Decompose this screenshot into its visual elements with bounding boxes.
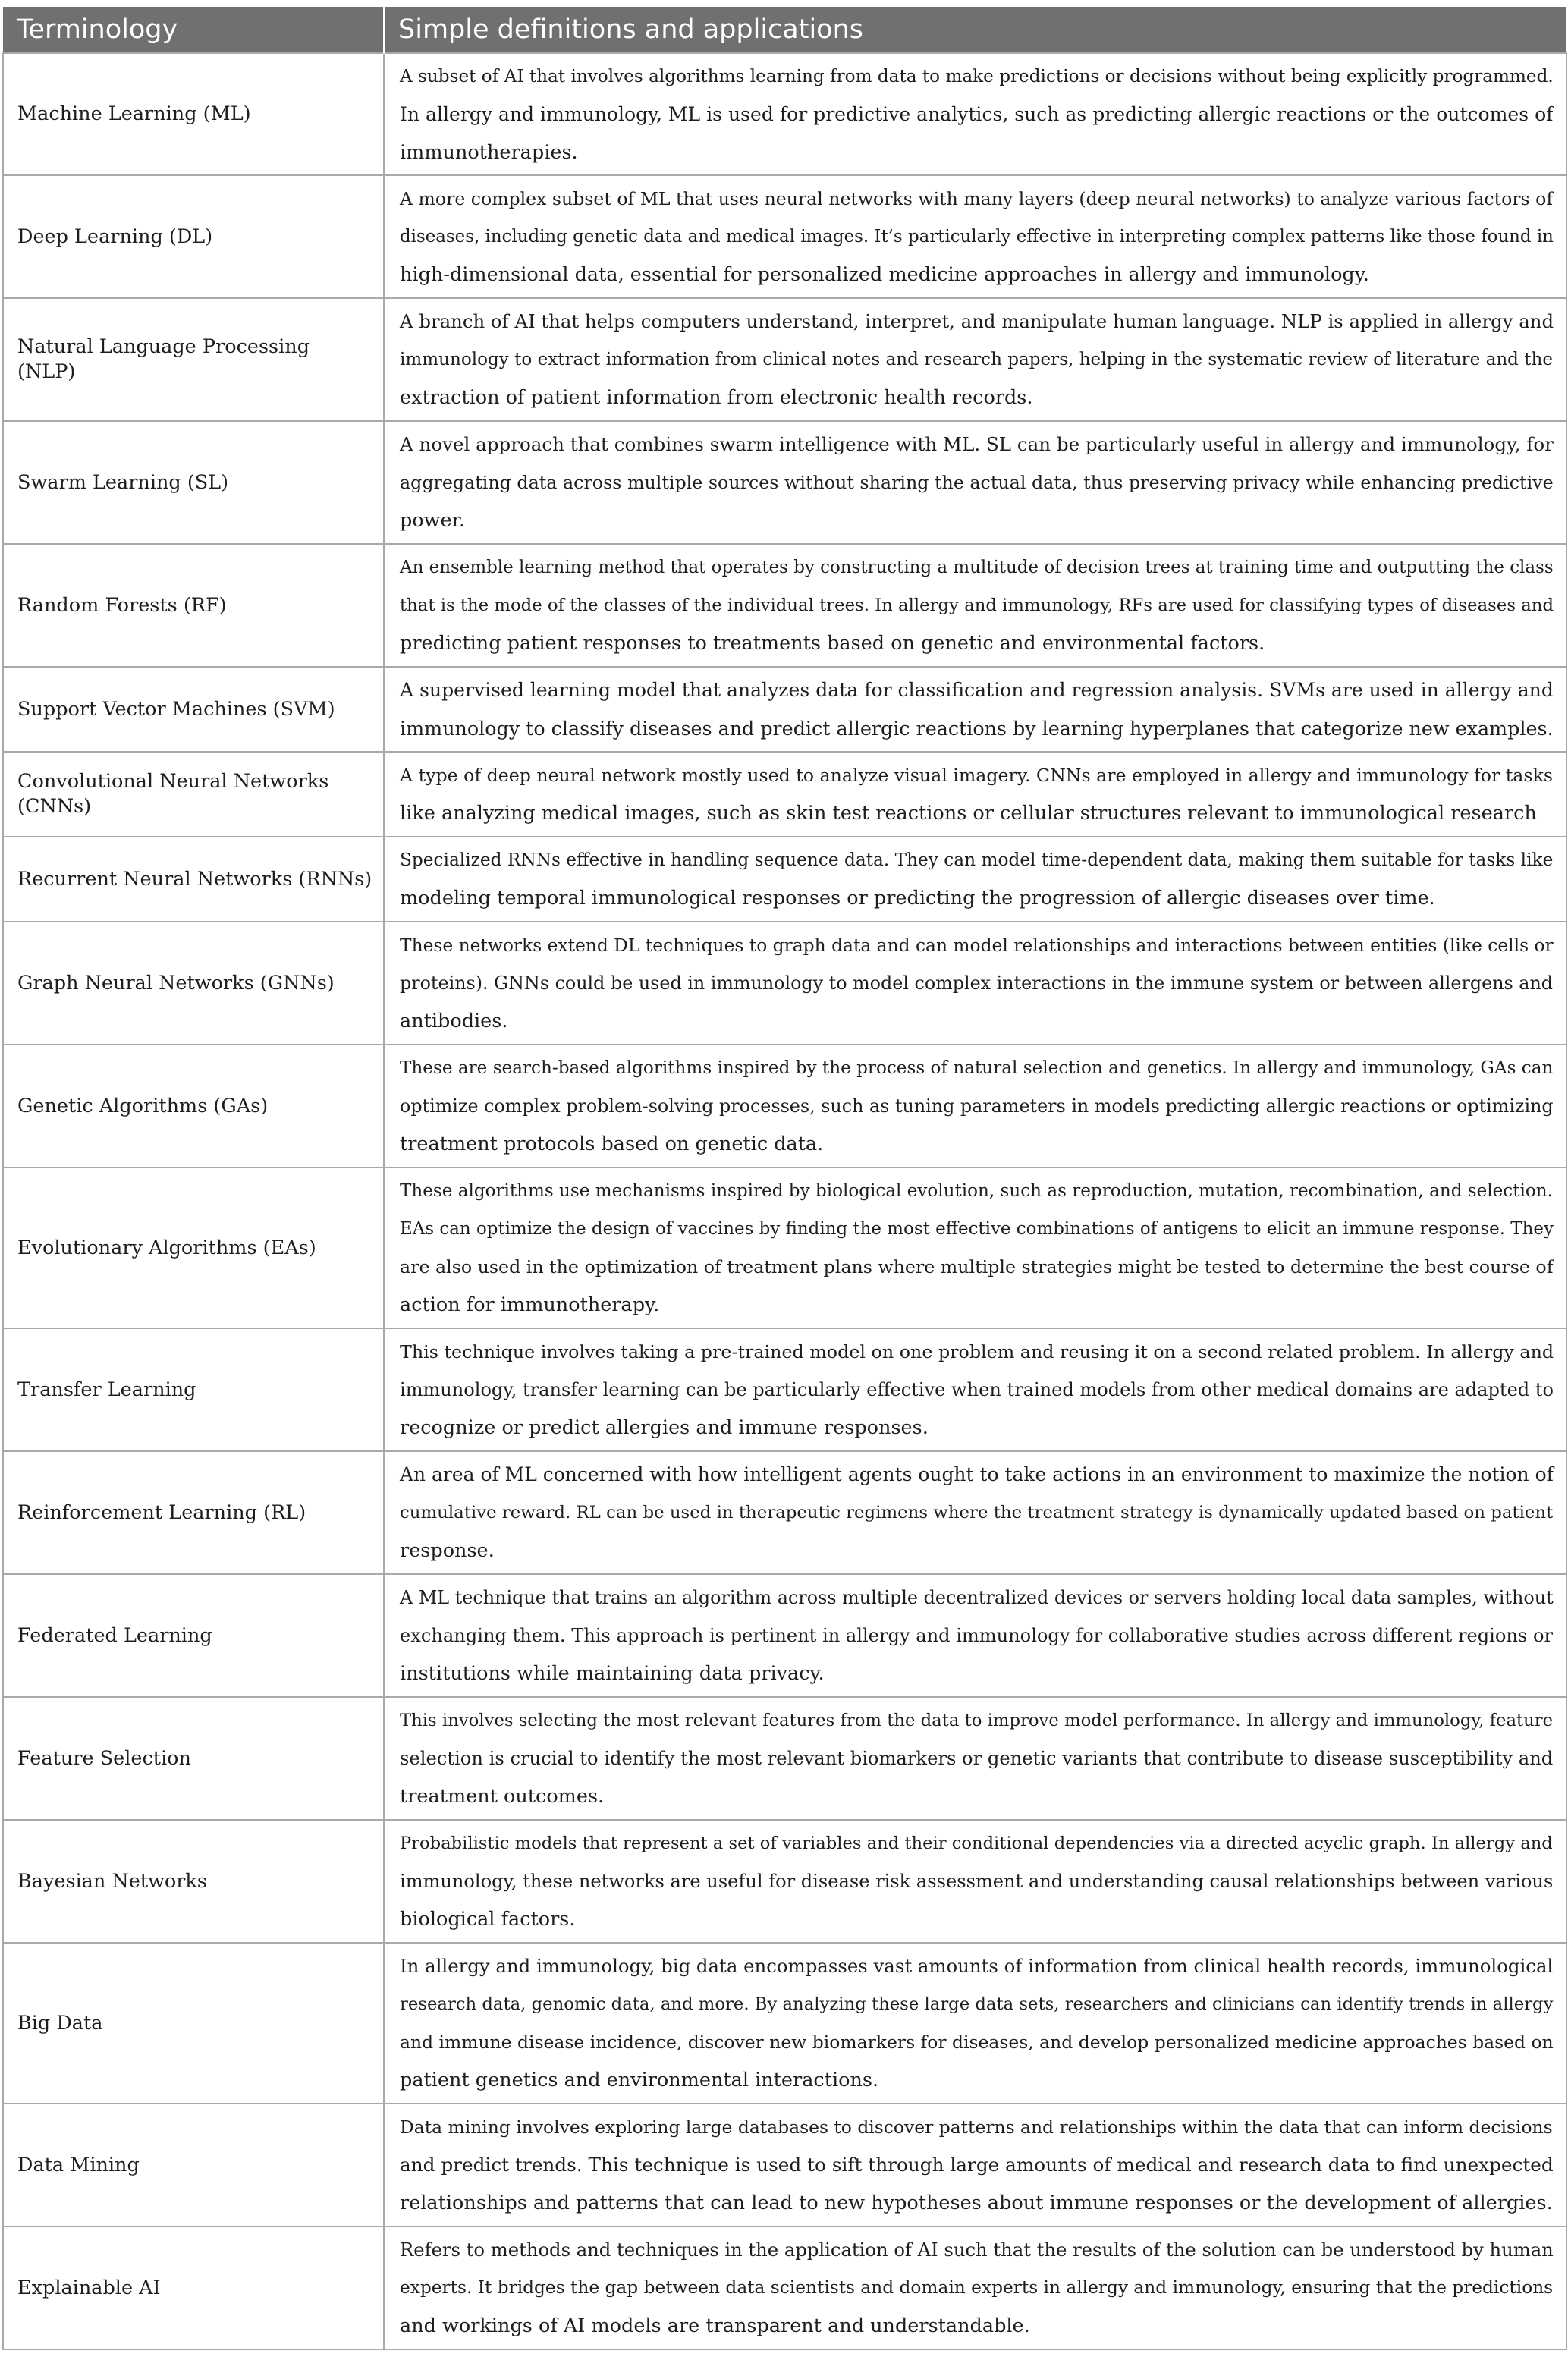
definition-cell	[384, 752, 1566, 837]
definition-line: biological factors.	[400, 1908, 576, 1931]
term-text: Evolutionary Algorithms (EAs)	[17, 1236, 316, 1259]
definition-cell	[384, 1820, 1566, 1943]
definition-cell	[384, 175, 1566, 298]
definition-line: response.	[400, 1539, 495, 1562]
table-row	[3, 752, 1566, 837]
definition-line: A supervised learning model that analyzes data for classification and regression analysis. SVMs are used in allergy and	[400, 679, 1554, 701]
definition-line: relationships and patterns that can lead to new hypotheses about immune responses or the development of allergies.	[400, 2192, 1553, 2214]
definition-cell	[384, 1451, 1566, 1574]
term-text: Random Forests (RF)	[17, 593, 227, 617]
term-cell	[3, 53, 384, 175]
term-cell	[3, 752, 384, 837]
header-terminology: Terminology	[3, 7, 384, 53]
term-cell	[3, 544, 384, 667]
table-row	[3, 1820, 1566, 1943]
term-cell	[3, 1574, 384, 1697]
term-text: Graph Neural Networks (GNNs)	[17, 971, 335, 995]
definition-line: and predict trends. This technique is used to sift through large amounts of medical and research data to find unexpected	[400, 2154, 1554, 2176]
definition-line: Data mining involves exploring large databases to discover patterns and relationships within the data that can inform decisions	[400, 2116, 1553, 2138]
definition-line: research data, genomic data, and more. By analyzing these large data sets, researchers and clinicians can identify trends in allergy	[400, 1994, 1554, 2014]
term-text: Support Vector Machines (SVM)	[17, 697, 335, 721]
term-text: Swarm Learning (SL)	[17, 470, 229, 494]
term-cell	[3, 1697, 384, 1820]
term-cell	[3, 175, 384, 298]
term-text: Data Mining	[17, 2153, 140, 2176]
definition-cell	[384, 1574, 1566, 1697]
definition-line: aggregating data across multiple sources without sharing the actual data, thus preserving privacy while enhancing predictive	[400, 472, 1554, 493]
table-header	[3, 7, 1566, 53]
table-row	[3, 1451, 1566, 1574]
definition-cell	[384, 2104, 1566, 2226]
table-row	[3, 1045, 1566, 1167]
definition-line: exchanging them. This approach is pertinent in allergy and immunology for collaborative studies across different regions or	[400, 1625, 1554, 1646]
term-cell	[3, 837, 384, 922]
term-text: Natural Language Processing (NLP)	[17, 335, 310, 383]
definition-line: predicting patient responses to treatments based on genetic and environmental factors.	[400, 632, 1265, 655]
definition-line: A more complex subset of ML that uses neural networks with many layers (deep neural networks) to analyze various factors of	[400, 188, 1554, 209]
definition-line: selection is crucial to identify the most relevant biomarkers or genetic variants that contribute to disease susceptibility and	[400, 1748, 1554, 1769]
table-row	[3, 53, 1566, 175]
definition-line: These are search-based algorithms inspired by the process of natural selection and genetics. In allergy and immunology, GAs can	[400, 1058, 1554, 1078]
definition-line: high-dimensional data, essential for personalized medicine approaches in allergy and immunology.	[400, 263, 1369, 286]
term-text: Bayesian Networks	[17, 1869, 207, 1893]
table-row	[3, 1167, 1566, 1328]
definition-line: These algorithms use mechanisms inspired by biological evolution, such as reproduction, mutation, recombination, and selection.	[400, 1181, 1553, 1201]
definition-line: immunology, these networks are useful for disease risk assessment and understanding causal relationships between various	[400, 1871, 1554, 1892]
terminology-table	[2, 7, 1567, 2350]
table-row	[3, 1943, 1566, 2104]
definition-line: Probabilistic models that represent a set of variables and their conditional dependencies via a directed acyclic graph. In allergy and	[400, 1834, 1553, 1853]
term-text: Explainable AI	[17, 2276, 161, 2299]
term-cell	[3, 667, 384, 752]
definition-line: treatment protocols based on genetic data.	[400, 1133, 824, 1155]
definition-line: In allergy and immunology, big data encompasses vast amounts of information from clinical health records, immunological	[400, 1955, 1554, 1977]
definition-line: patient genetics and environmental interactions.	[400, 2069, 879, 2091]
definition-line: recognize or predict allergies and immune responses.	[400, 1416, 929, 1439]
table-row	[3, 544, 1566, 667]
definition-line: A branch of AI that helps computers understand, interpret, and manipulate human language. NLP is applied in allergy and	[400, 310, 1554, 332]
definition-line: diseases, including genetic data and medical images. It’s particularly effective in interpreting complex patterns like those found in	[400, 227, 1554, 247]
definition-cell	[384, 837, 1566, 922]
definition-line: This involves selecting the most relevant features from the data to improve model performance. In allergy and immunology, feature	[400, 1711, 1554, 1730]
definition-line: and immune disease incidence, discover new biomarkers for diseases, and develop personalized medicine approaches based on	[400, 2032, 1554, 2053]
term-cell	[3, 421, 384, 544]
definition-line: action for immunotherapy.	[400, 1293, 660, 1316]
definition-line: proteins). GNNs could be used in immunology to model complex interactions in the immune system or between allergens and	[400, 973, 1554, 994]
term-text: Reinforcement Learning (RL)	[17, 1501, 306, 1524]
term-cell	[3, 922, 384, 1045]
definition-line: treatment outcomes.	[400, 1785, 605, 1808]
table-row	[3, 175, 1566, 298]
definition-line: power.	[400, 509, 466, 532]
definition-line: optimize complex problem-solving processes, such as tuning parameters in models predicting allergic reactions or optimizing	[400, 1095, 1554, 1117]
definition-cell	[384, 1328, 1566, 1451]
definition-cell	[384, 667, 1566, 752]
definition-line: modeling temporal immunological responses or predicting the progression of allergic diseases over time.	[400, 887, 1435, 910]
definition-line: immunotherapies.	[400, 140, 578, 164]
definition-line: immunology to extract information from clinical notes and research papers, helping in the systematic review of literature and the	[400, 350, 1554, 369]
term-text: Machine Learning (ML)	[17, 102, 251, 125]
definition-line: A subset of AI that involves algorithms learning from data to make predictions or decisions without being explicitly programmed.	[400, 66, 1554, 86]
definition-line: immunology, transfer learning can be particularly effective when trained models from other medical domains are adapted to	[400, 1379, 1554, 1400]
term-cell	[3, 1045, 384, 1167]
table-row	[3, 922, 1566, 1045]
definition-line: immunology to classify diseases and predict allergic reactions by learning hyperplanes that categorize new examples.	[400, 717, 1554, 740]
table-row	[3, 2104, 1566, 2226]
term-cell	[3, 1943, 384, 2104]
table-row	[3, 298, 1566, 421]
definition-cell	[384, 1045, 1566, 1167]
term-cell	[3, 2226, 384, 2349]
table-row	[3, 421, 1566, 544]
term-text: Federated Learning	[17, 1623, 212, 1647]
term-cell	[3, 1820, 384, 1943]
table-row	[3, 1328, 1566, 1451]
header-row	[3, 7, 1566, 53]
definition-cell	[384, 298, 1566, 421]
table-row	[3, 837, 1566, 922]
definition-line: and workings of AI models are transparent and understandable.	[400, 2314, 1030, 2337]
term-text: Transfer Learning	[17, 1378, 196, 1401]
definition-cell	[384, 53, 1566, 175]
definition-line: These networks extend DL techniques to graph data and can model relationships and interactions between entities (like cells or	[400, 935, 1554, 956]
definition-line: Specialized RNNs effective in handling sequence data. They can model time-dependent data, making them suitable for tasks like	[400, 850, 1554, 870]
definition-line: that is the mode of the classes of the individual trees. In allergy and immunology, RFs are used for classifying types of diseases and	[400, 595, 1554, 615]
definition-line: A ML technique that trains an algorithm across multiple decentralized devices or servers holding local data samples, without	[400, 1587, 1554, 1608]
definition-cell	[384, 2226, 1566, 2349]
definition-line: A novel approach that combines swarm intelligence with ML. SL can be particularly useful in allergy and immunology, for	[400, 433, 1554, 455]
definition-line: A type of deep neural network mostly used to analyze visual imagery. CNNs are employed in allergy and immunology for tasks	[400, 765, 1553, 786]
definition-line: EAs can optimize the design of vaccines by finding the most effective combinations of antigens to elicit an immune response. They	[400, 1219, 1554, 1239]
table-row	[3, 667, 1566, 752]
definition-line: An ensemble learning method that operates by constructing a multitude of decision trees at training time and outputting the class	[400, 558, 1554, 577]
definition-cell	[384, 1943, 1566, 2104]
term-cell	[3, 2104, 384, 2226]
header-definitions: Simple definitions and applications	[384, 7, 1566, 53]
term-cell	[3, 1328, 384, 1451]
term-text: Deep Learning (DL)	[17, 225, 213, 248]
definition-line: An area of ML concerned with how intelligent agents ought to take actions in an environment to maximize the notion of	[400, 1463, 1554, 1485]
table-row	[3, 1574, 1566, 1697]
term-text: Genetic Algorithms (GAs)	[17, 1094, 269, 1117]
definition-cell	[384, 922, 1566, 1045]
table-body	[3, 53, 1566, 2349]
definition-cell	[384, 544, 1566, 667]
definition-line: Refers to methods and techniques in the application of AI such that the results of the solution can be understood by human	[400, 2239, 1554, 2261]
definition-cell	[384, 421, 1566, 544]
term-text: Feature Selection	[17, 1746, 191, 1770]
term-cell	[3, 1451, 384, 1574]
definition-cell	[384, 1697, 1566, 1820]
term-text: Convolutional Neural Networks	[17, 770, 329, 793]
term-cell	[3, 1167, 384, 1328]
definition-line: extraction of patient information from electronic health records.	[400, 386, 1033, 409]
term-text: (CNNs)	[17, 795, 92, 818]
definition-line: institutions while maintaining data privacy.	[400, 1662, 825, 1685]
definition-line: antibodies.	[400, 1010, 508, 1032]
definition-line: like analyzing medical images, such as skin test reactions or cellular structures relevant to immunological research	[400, 802, 1537, 825]
term-text: Big Data	[17, 2011, 103, 2035]
definition-cell	[384, 1167, 1566, 1328]
definition-line: In allergy and immunology, ML is used for predictive analytics, such as predicting allergic reactions or the outcomes of	[400, 102, 1554, 125]
definition-line: cumulative reward. RL can be used in therapeutic regimens where the treatment strategy is dynamically updated based on patient	[400, 1503, 1554, 1523]
definition-line: This technique involves taking a pre-trained model on one problem and reusing it on a second related problem. In allergy and	[400, 1341, 1554, 1362]
definition-line: experts. It bridges the gap between data scientists and domain experts in allergy and immunology, ensuring that the predictions	[400, 2277, 1554, 2298]
table-row	[3, 2226, 1566, 2349]
term-cell	[3, 298, 384, 421]
table-row	[3, 1697, 1566, 1820]
definition-line: are also used in the optimization of treatment plans where multiple strategies might be tested to determine the best course of	[400, 1256, 1554, 1277]
term-text: Recurrent Neural Networks (RNNs)	[17, 867, 372, 891]
